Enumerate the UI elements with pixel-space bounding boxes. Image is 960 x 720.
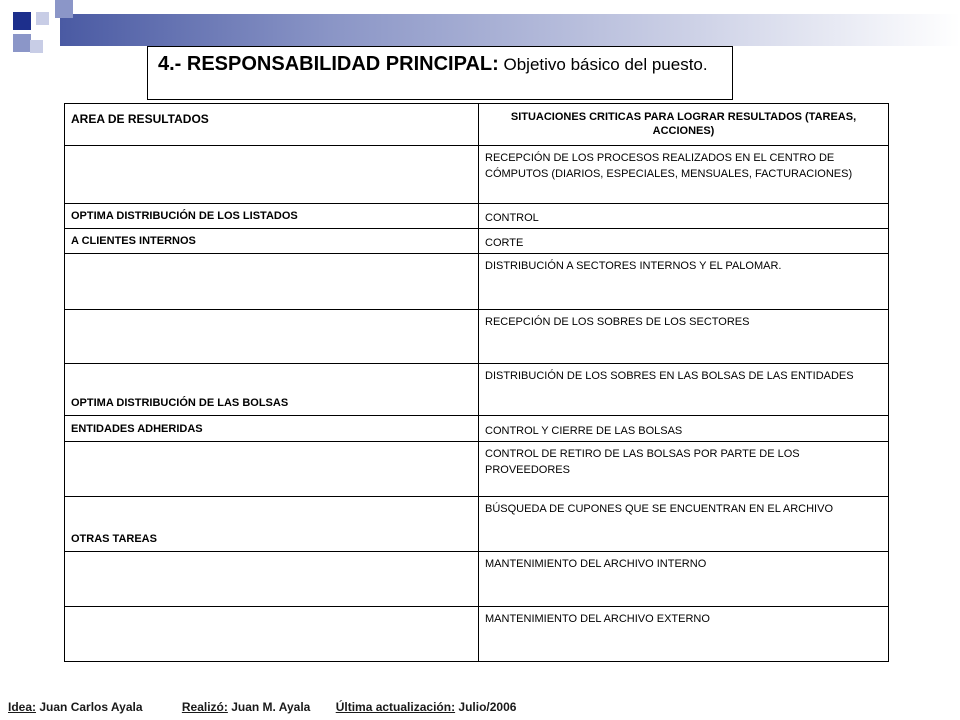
task-cell: MANTENIMIENTO DEL ARCHIVO INTERNO	[479, 552, 889, 607]
task-cell: CONTROL Y CIERRE DE LAS BOLSAS	[479, 416, 889, 442]
footer-idea-label: Idea:	[8, 700, 37, 714]
area-cell: A CLIENTES INTERNOS	[65, 229, 479, 254]
task-cell: DISTRIBUCIÓN DE LOS SOBRES EN LAS BOLSAS DE LAS ENTIDADES	[479, 364, 889, 416]
table-row	[65, 497, 889, 552]
header-gradient-band	[60, 14, 960, 46]
area-cell: ENTIDADES ADHERIDAS	[65, 416, 479, 442]
table-row	[65, 416, 889, 442]
table-row	[65, 229, 889, 254]
header-critical-situations: SITUACIONES CRITICAS PARA LOGRAR RESULTADOS (TAREAS, ACCIONES)	[479, 104, 889, 146]
table-row	[65, 364, 889, 416]
task-cell: MANTENIMIENTO DEL ARCHIVO EXTERNO	[479, 607, 889, 662]
footer-update-value: Julio/2006	[455, 700, 517, 714]
area-cell	[65, 552, 479, 607]
table-row	[65, 310, 889, 364]
area-cell: OTRAS TAREAS	[65, 497, 479, 552]
task-cell: RECEPCIÓN DE LOS PROCESOS REALIZADOS EN EL CENTRO DE CÓMPUTOS (DIARIOS, ESPECIALES, MENSUALES, FACTURACIONES)	[479, 146, 889, 204]
decor-square	[13, 12, 31, 30]
table-row	[65, 552, 889, 607]
task-cell: CONTROL DE RETIRO DE LAS BOLSAS POR PARTE DE LOS PROVEEDORES	[479, 442, 889, 497]
task-cell: CORTE	[479, 229, 889, 254]
area-cell	[65, 146, 479, 204]
footer-realizo-label: Realizó:	[181, 700, 228, 714]
area-cell	[65, 607, 479, 662]
table-row	[65, 146, 889, 204]
area-cell: OPTIMA DISTRIBUCIÓN DE LOS LISTADOS	[65, 204, 479, 229]
responsibilities-table	[64, 103, 889, 662]
section-subtitle: Objetivo básico del puesto.	[498, 55, 708, 74]
section-title-box	[147, 46, 733, 100]
footer-idea-value: Juan Carlos Ayala	[36, 700, 143, 714]
section-title: 4.- RESPONSABILIDAD PRINCIPAL:	[158, 53, 499, 75]
table-row	[65, 254, 889, 310]
task-cell: RECEPCIÓN DE LOS SOBRES DE LOS SECTORES	[479, 310, 889, 364]
header-area-results: AREA DE RESULTADOS	[65, 104, 479, 146]
footer-update-label: Última actualización:	[335, 700, 456, 714]
decor-square	[36, 12, 49, 25]
area-cell	[65, 442, 479, 497]
area-cell	[65, 254, 479, 310]
area-cell	[65, 310, 479, 364]
table-row	[65, 204, 889, 229]
decor-square	[30, 40, 43, 53]
decor-square	[55, 0, 73, 18]
area-cell: OPTIMA DISTRIBUCIÓN DE LAS BOLSAS	[65, 364, 479, 416]
footer-realizo	[182, 700, 311, 714]
decor-square	[13, 34, 31, 52]
footer-idea	[8, 700, 143, 714]
footer-credits	[8, 700, 516, 714]
table-row	[65, 442, 889, 497]
table-header-row	[65, 104, 889, 146]
task-cell: CONTROL	[479, 204, 889, 229]
footer-update	[336, 700, 517, 714]
table-row	[65, 607, 889, 662]
footer-realizo-value: Juan M. Ayala	[227, 700, 311, 714]
task-cell: DISTRIBUCIÓN A SECTORES INTERNOS Y EL PALOMAR.	[479, 254, 889, 310]
task-cell: BÚSQUEDA DE CUPONES QUE SE ENCUENTRAN EN EL ARCHIVO	[479, 497, 889, 552]
